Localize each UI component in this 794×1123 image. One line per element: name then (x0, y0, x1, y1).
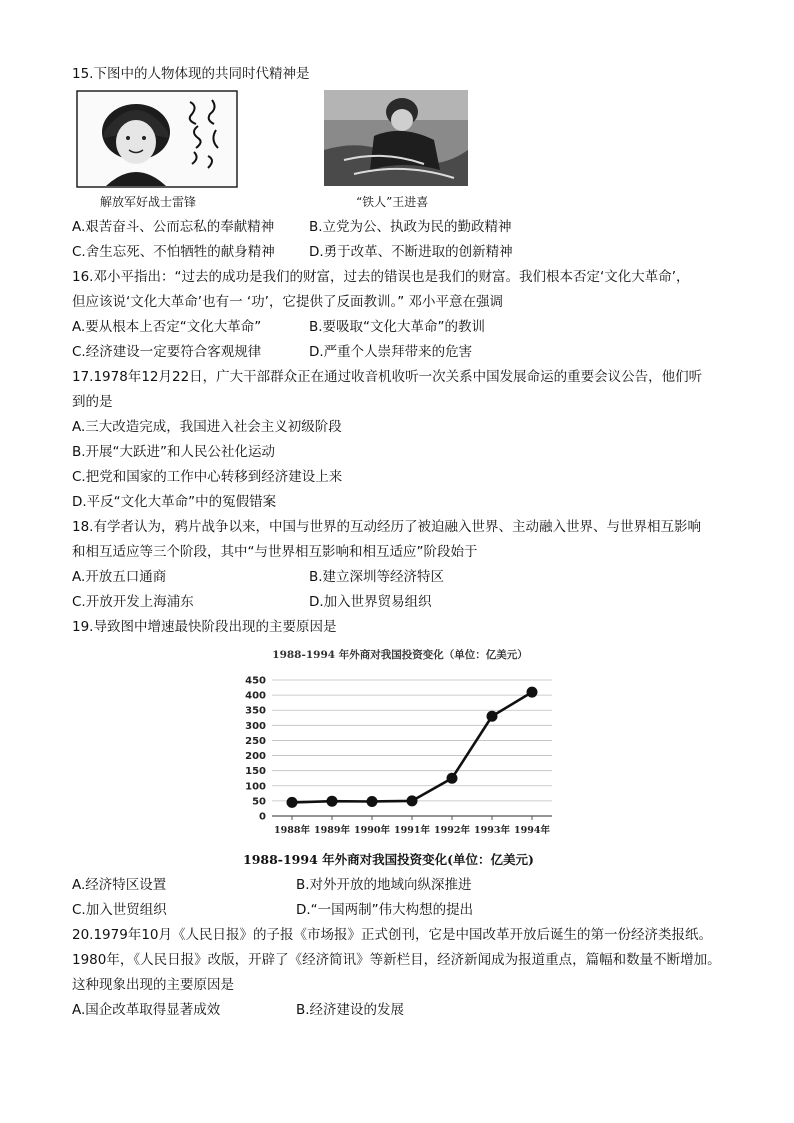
y-tick-label: 350 (245, 705, 266, 717)
chart-title: 1988-1994 年外商对我国投资变化（单位：亿美元） (272, 649, 528, 661)
q19-option-d[interactable]: D.“一国两制”伟大构想的提出 (296, 902, 474, 918)
q16-option-c[interactable]: C.经济建设一定要符合客观规律 (72, 344, 262, 360)
x-axis-ticks (274, 816, 550, 836)
q20-option-b[interactable]: B.经济建设的发展 (296, 1002, 405, 1018)
q17-stem-line2: 到的是 (72, 394, 113, 410)
data-point (407, 795, 418, 806)
q19-chart-caption: 1988-1994 年外商对我国投资变化(单位：亿美元) (243, 852, 534, 867)
y-tick-label: 50 (252, 796, 266, 808)
x-tick-label: 1994年 (514, 825, 550, 836)
data-point (527, 687, 538, 698)
q17-stem-line1: 17.1978年12月22日，广大干部群众正在通过收音机收听一次关系中国发展命运的重要会议公告，他们听 (72, 369, 703, 385)
q19-option-a[interactable]: A.经济特区设置 (72, 877, 167, 893)
q17-option-d[interactable]: D.平反“文化大革命”中的冤假错案 (72, 494, 277, 510)
q19-option-c[interactable]: C.加入世贸组织 (72, 902, 167, 918)
q17-option-c[interactable]: C.把党和国家的工作中心转移到经济建设上来 (72, 469, 343, 485)
x-tick-label: 1993年 (474, 825, 510, 836)
q20-stem-line3: 这种现象出现的主要原因是 (72, 977, 234, 993)
q16-option-a[interactable]: A.要从根本上否定“文化大革命” (72, 319, 262, 335)
q18-stem-line1: 18.有学者认为，鸦片战争以来，中国与世界的互动经历了被迫融入世界、主动融入世界、与世界相互影响 (72, 519, 701, 535)
q20-option-a[interactable]: A.国企改革取得显著成效 (72, 1002, 221, 1018)
data-point (487, 711, 498, 722)
q15-option-a[interactable]: A.艰苦奋斗、公而忘私的奉献精神 (72, 219, 275, 235)
data-points (287, 687, 538, 808)
y-tick-label: 0 (259, 811, 266, 823)
data-point (287, 797, 298, 808)
q18-option-b[interactable]: B.建立深圳等经济特区 (309, 569, 445, 585)
data-point (327, 796, 338, 807)
x-tick-label: 1990年 (354, 825, 390, 836)
y-axis-ticks (245, 676, 266, 823)
y-tick-label: 200 (245, 751, 266, 763)
q19-option-b[interactable]: B.对外开放的地域向纵深推进 (296, 877, 472, 893)
q17-option-a[interactable]: A.三大改造完成，我国进入社会主义初级阶段 (72, 419, 342, 435)
q15-caption-left: 解放军好战士雷锋 (100, 195, 197, 209)
q16-option-b[interactable]: B.要吸取“文化大革命”的教训 (309, 319, 486, 335)
q15-option-d[interactable]: D.勇于改革、不断进取的创新精神 (309, 244, 513, 260)
q19-stem: 19.导致图中增速最快阶段出现的主要原因是 (72, 619, 337, 635)
data-point (367, 796, 378, 807)
q15-option-b[interactable]: B.立党为公、执政为民的勤政精神 (309, 219, 512, 235)
y-tick-label: 300 (245, 720, 266, 732)
q18-option-d[interactable]: D.加入世界贸易组织 (309, 594, 432, 610)
q18-option-c[interactable]: C.开放开发上海浦东 (72, 594, 194, 610)
y-tick-label: 400 (245, 690, 266, 702)
x-tick-label: 1992年 (434, 825, 470, 836)
q20-stem-line1: 20.1979年10月《人民日报》的子报《市场报》正式创刊，它是中国改革开放后诞生的第一份经济类报纸。 (72, 927, 713, 943)
q15-stem: 15.下图中的人物体现的共同时代精神是 (72, 66, 310, 82)
data-point (447, 773, 458, 784)
q18-stem-line2: 和相互适应等三个阶段，其中“与世界相互影响和相互适应”阶段始于 (72, 544, 478, 560)
x-tick-label: 1991年 (394, 825, 430, 836)
q17-option-b[interactable]: B.开展“大跃进”和人民公社化运动 (72, 444, 276, 460)
y-tick-label: 150 (245, 766, 266, 778)
q15-caption-right: “铁人”王进喜 (356, 195, 429, 209)
y-tick-label: 100 (245, 781, 266, 793)
x-tick-label: 1988年 (274, 825, 310, 836)
q15-option-c[interactable]: C.舍生忘死、不怕牺牲的献身精神 (72, 244, 275, 260)
investment-line-chart (238, 642, 562, 842)
q18-option-a[interactable]: A.开放五口通商 (72, 569, 167, 585)
q16-stem-line1: 16.邓小平指出：“过去的成功是我们的财富，过去的错误也是我们的财富。我们根本否定‘文化大革命’， (72, 269, 690, 285)
q20-stem-line2: 1980年，《人民日报》改版，开辟了《经济简讯》等新栏目，经济新闻成为报道重点，篇幅和数量不断增加。 (72, 952, 721, 968)
x-tick-label: 1989年 (314, 825, 350, 836)
lei-feng-photo (76, 90, 238, 188)
y-tick-label: 250 (245, 735, 266, 747)
q16-stem-line2: 但应该说‘文化大革命’也有一 ‘功’，它提供了反面教训。” 邓小平意在强调 (72, 294, 503, 310)
q16-option-d[interactable]: D.严重个人崇拜带来的危害 (309, 344, 473, 360)
wang-jinxi-photo (324, 90, 468, 186)
y-tick-label: 450 (245, 675, 266, 687)
